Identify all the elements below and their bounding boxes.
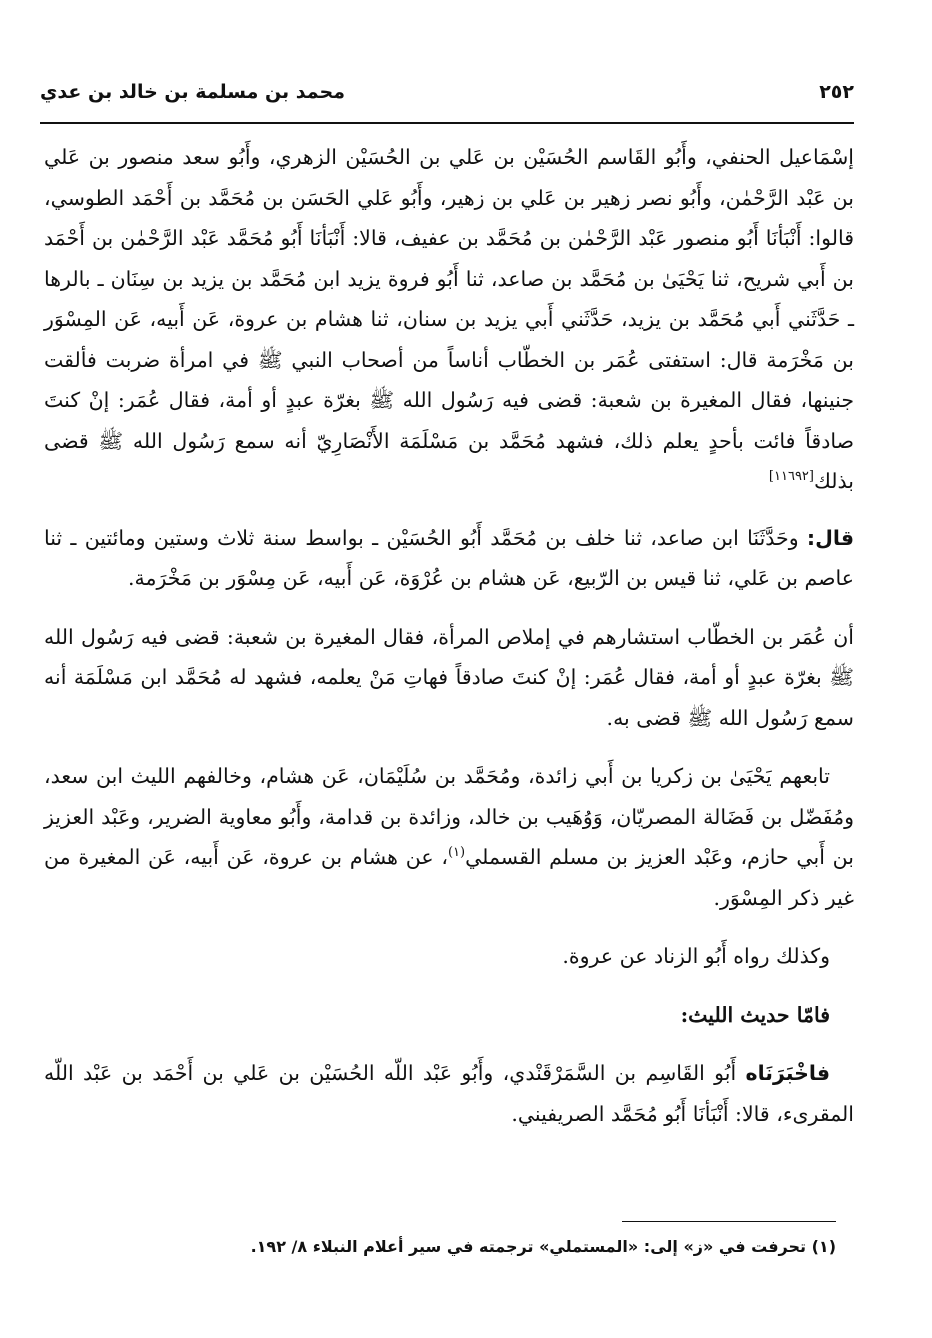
paragraph-matn: أن عُمَر بن الخطّاب استشارهم في إملاص المرأة، فقال المغيرة بن شعبة: قضى فيه رَسُول الله ﷺ بغرّة عبدٍ أو أمة، فقال عُمَر: إنْ كنتَ صادقاً فهاتِ مَنْ يعلمه، فشهد له مُحَمَّد ابن مَسْلَمَة أنه سمع رَسُول الله ﷺ قضى به.: [44, 624, 854, 730]
paragraph-akhbarana-text: أَبُو القَاسِم بن السَّمَرْقَنْدي، وأَبُو عَبْد اللّه الحُسَيْن بن عَلي بن أَحْمَد بن عَبْد اللّه المقرىء، قالا: أَنْبَأنَا أَبُو مُحَمَّد الصريفيني.: [44, 1061, 854, 1126]
page-number: ٢٥٢: [819, 81, 854, 103]
footnote-reference: (١): [447, 845, 466, 861]
header-rule: [40, 122, 854, 124]
paragraph-mutabaat: [44, 756, 854, 918]
paragraph-abu-zinad: وكذلك رواه أَبُو الزناد عن عروة.: [562, 944, 830, 968]
paragraph-isnad-text: إسْمَاعيل الحنفي، وأَبُو القَاسم الحُسَيْن بن عَلي بن الحُسَيْن الزهري، وأَبُو سعد منصور بن عَلي بن عَبْد الرَّحْمٰن، وأَبُو نصر زهير بن عَلي بن زهير، وأَبُو عَلي الحَسَن بن مُحَمَّد بن أَحْمَد الطوسي، قالوا: أَنْبَأنَا أَبُو منصور عَبْد الرَّحْمٰن بن مُحَمَّد بن عفيف، قالا: أَنْبَأنَا أَبُو مُحَمَّد عَبْد الرَّحْمٰن بن أَحْمَد بن أَبي شريح، ثنا يَحْيَىٰ بن مُحَمَّد بن صاعد، ثنا أَبُو فروة يزيد ابن مُحَمَّد بن يزيد بن سِنَان ـ بالرها ـ حَدَّثَني أَبي مُحَمَّد بن يزيد، حَدَّثَني أَبي يزيد بن سنان، ثنا هشام بن عروة، عَن أَبيه، عَن المِسْوَر بن مَخْرَمة قال: استفتى عُمَر بن الخطّاب أناساً من أصحاب النبي ﷺ في امرأة ضربت فألقت جنينها، فقال المغيرة بن شعبة: قضى فيه رَسُول الله ﷺ بغرّة عبدٍ أو أمة، فقال عُمَر: إنْ كنتَ صادقاً فائت بأحدٍ يعلم ذلك، فشهد مُحَمَّد بن مَسْلَمَة الأَنْصَارِيّ أنه سمع رَسُول الله ﷺ قضى بذلك: [44, 145, 854, 493]
hadith-number: [١١٦٩٢]: [768, 469, 814, 485]
footnote: (١) تحرفت في «ز» إلى: «المستملي» ترجمته في سير أعلام النبلاء ٨/ ١٩٢.: [250, 1237, 836, 1256]
paragraph-isnad: [44, 137, 854, 502]
paragraph-akhbarana-lead: فاخْبَرَنَاه: [745, 1061, 830, 1085]
paragraph-qala-lead: قال:: [806, 525, 854, 550]
main-text: [44, 137, 854, 1152]
paragraph-qala: [44, 518, 854, 599]
paragraph-akhbarana: [44, 1053, 854, 1134]
running-title: محمد بن مسلمة بن خالد بن عدي: [40, 81, 345, 103]
footnote-rule: [622, 1221, 836, 1222]
page-header: [40, 72, 854, 112]
paragraph-mutabaat-text-a: تابعهم يَحْيَىٰ بن زكريا بن أَبي زائدة، ومُحَمَّد بن سُلَيْمَان، عَن هشام، وخالفهم الليث ابن سعد، ومُفَضّل بن فَضَالة المصريّان، وَوُهَيب بن خالد، وزائدة بن قدامة، وأَبُو معاوية الضرير، وعَبْد العزيز بن أَبي حازم، وعَبْد العزيز بن مسلم القسملي: [44, 764, 854, 869]
paragraph-qala-text: وحَدَّثَنَا ابن صاعد، ثنا خلف بن مُحَمَّد أَبُو الحُسَيْن ـ بواسط سنة ثلاث وستين ومائتين ـ ثنا عاصم بن عَلي، ثنا قيس بن الرّبيع، عَن هشام بن عُرْوَة، عَن أَبيه، عَن مِسْوَر بن مَخْرَمة.: [44, 525, 854, 590]
section-heading-layth: فامّا حديث الليث:: [680, 1002, 830, 1027]
paragraph-mutabaat-text-b: ، عن هشام بن عروة، عَن أَبيه، عَن المغيرة من غير ذكر المِسْوَر.: [44, 845, 854, 910]
